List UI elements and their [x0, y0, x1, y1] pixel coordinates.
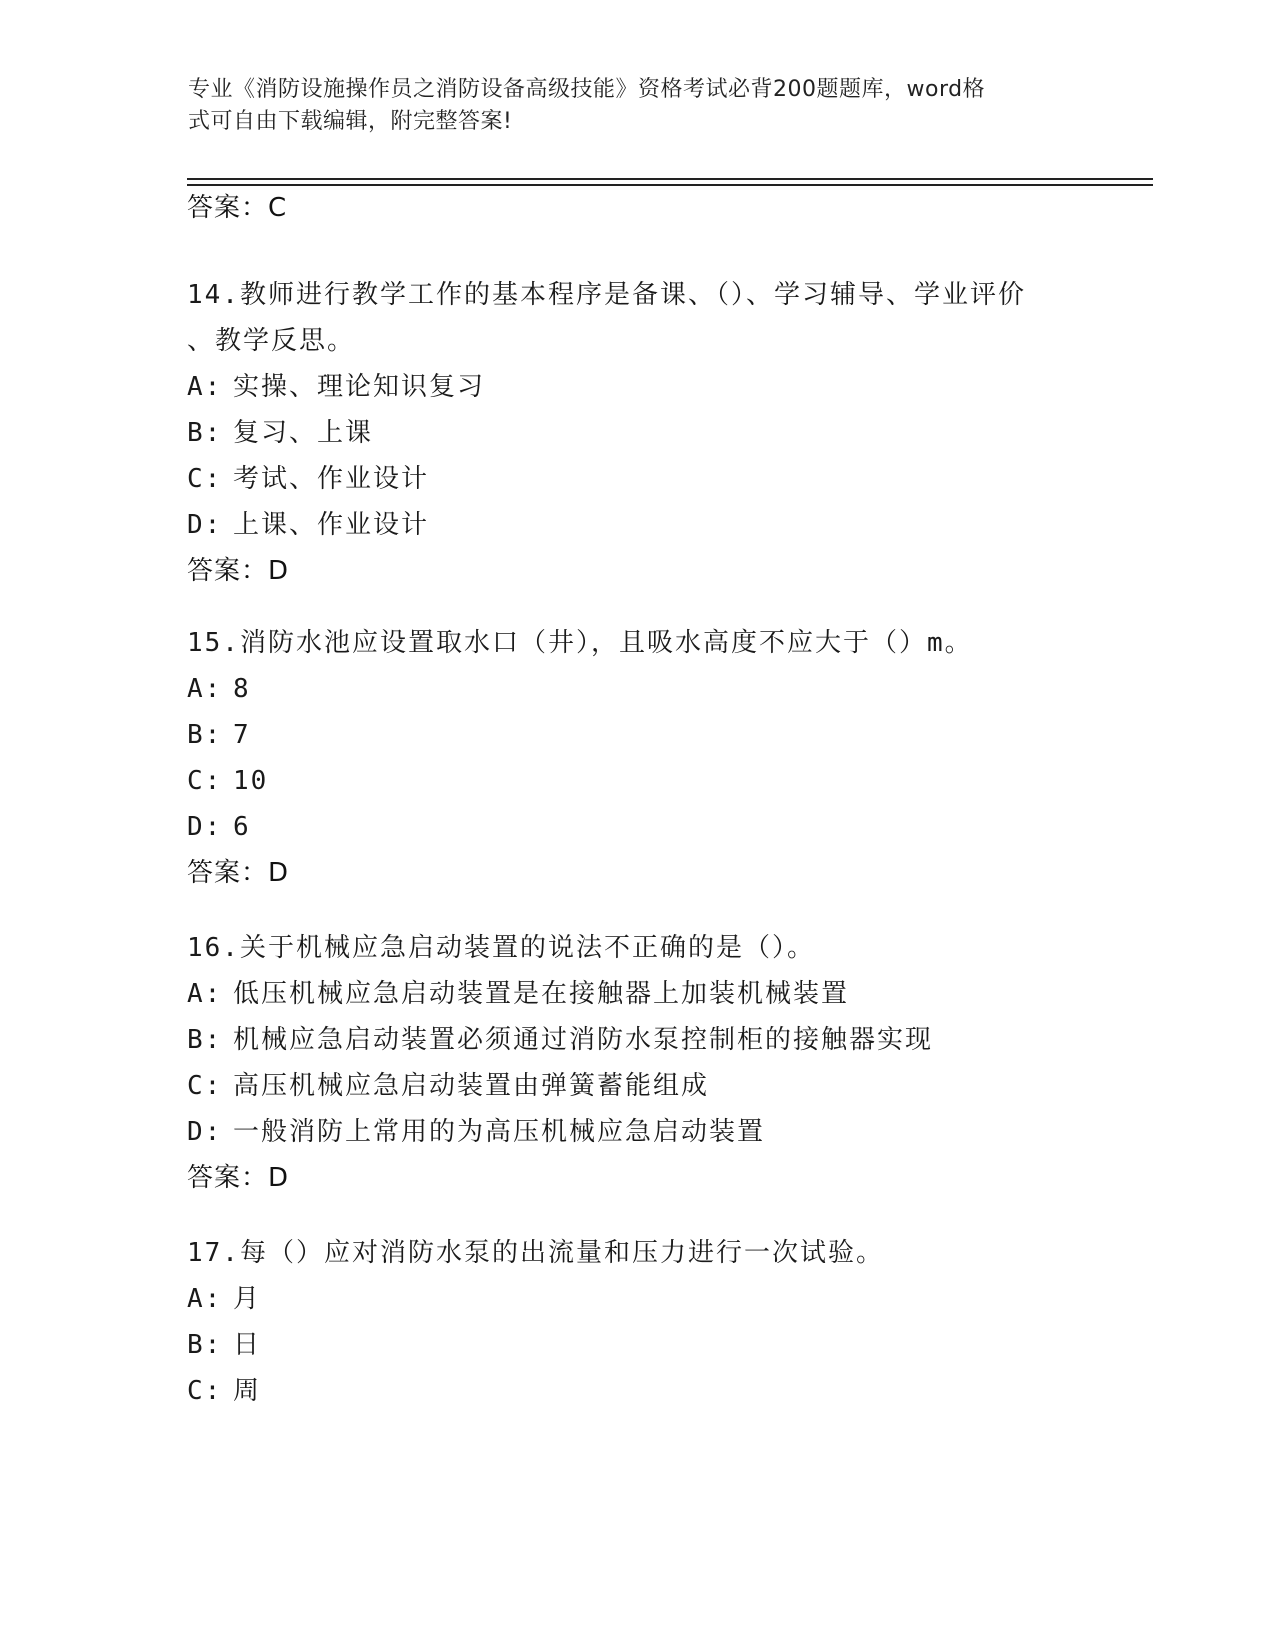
option-letter: A: [187, 1284, 223, 1314]
option-c [187, 1063, 1087, 1109]
option-a [187, 364, 1087, 410]
option-b [187, 712, 1087, 758]
answer-label: 答案：D [187, 556, 290, 586]
answer-label: 答案：D [187, 1163, 290, 1193]
option-a [187, 971, 1087, 1017]
option-c [187, 758, 1087, 804]
question-16 [187, 925, 1087, 1201]
option-text: 10 [233, 766, 269, 796]
option-b [187, 1322, 1087, 1368]
option-text: 日 [233, 1330, 262, 1360]
question-stem: 16.关于机械应急启动装置的说法不正确的是（）。 [187, 933, 815, 963]
question-14 [187, 272, 1087, 594]
question-stem: 17.每（）应对消防水泵的出流量和压力进行一次试验。 [187, 1238, 884, 1268]
document-header [188, 74, 1088, 138]
option-text: 7 [233, 720, 251, 750]
option-text: 8 [233, 674, 251, 704]
option-letter: B: [187, 418, 223, 448]
option-c [187, 456, 1087, 502]
option-text: 复习、上课 [233, 418, 374, 448]
option-text: 高压机械应急启动装置由弹簧蓄能组成 [233, 1071, 710, 1101]
option-text: 一般消防上常用的为高压机械应急启动装置 [233, 1117, 766, 1147]
question-stem: 15.消防水池应设置取水口（井），且吸水高度不应大于（）m。 [187, 628, 973, 658]
question-17 [187, 1230, 1087, 1414]
option-b [187, 1017, 1087, 1063]
question-stem: 、教学反思。 [187, 326, 356, 356]
option-text: 周 [233, 1376, 262, 1406]
option-text: 考试、作业设计 [233, 464, 430, 494]
option-text: 机械应急启动装置必须通过消防水泵控制柜的接触器实现 [233, 1025, 934, 1055]
option-a [187, 1276, 1087, 1322]
option-d [187, 1109, 1087, 1155]
option-letter: D: [187, 510, 223, 540]
option-letter: A: [187, 372, 223, 402]
option-letter: D: [187, 1117, 223, 1147]
option-text: 月 [233, 1284, 262, 1314]
option-c [187, 1368, 1087, 1414]
option-letter: C: [187, 464, 223, 494]
option-text: 6 [233, 812, 251, 842]
option-letter: A: [187, 674, 223, 704]
header-line-2: 式可自由下载编辑，附完整答案! [188, 109, 513, 134]
answer-label: 答案：C [187, 193, 288, 223]
option-letter: C: [187, 766, 223, 796]
option-letter: B: [187, 720, 223, 750]
header-line-1: 专业《消防设施操作员之消防设备高级技能》资格考试必背200题题库，word格 [188, 77, 986, 102]
header-divider-top [187, 178, 1153, 180]
question-15 [187, 620, 1087, 896]
option-text: 上课、作业设计 [233, 510, 430, 540]
option-a [187, 666, 1087, 712]
option-d [187, 502, 1087, 548]
option-letter: A: [187, 979, 223, 1009]
option-letter: C: [187, 1376, 223, 1406]
option-text: 实操、理论知识复习 [233, 372, 486, 402]
option-letter: C: [187, 1071, 223, 1101]
option-d [187, 804, 1087, 850]
option-b [187, 410, 1087, 456]
option-letter: B: [187, 1330, 223, 1360]
question-stem: 14.教师进行教学工作的基本程序是备课、（）、学习辅导、学业评价 [187, 280, 1026, 310]
option-letter: B: [187, 1025, 223, 1055]
answer-label: 答案：D [187, 858, 290, 888]
option-text: 低压机械应急启动装置是在接触器上加装机械装置 [233, 979, 850, 1009]
option-letter: D: [187, 812, 223, 842]
previous-answer-block [187, 185, 1087, 231]
